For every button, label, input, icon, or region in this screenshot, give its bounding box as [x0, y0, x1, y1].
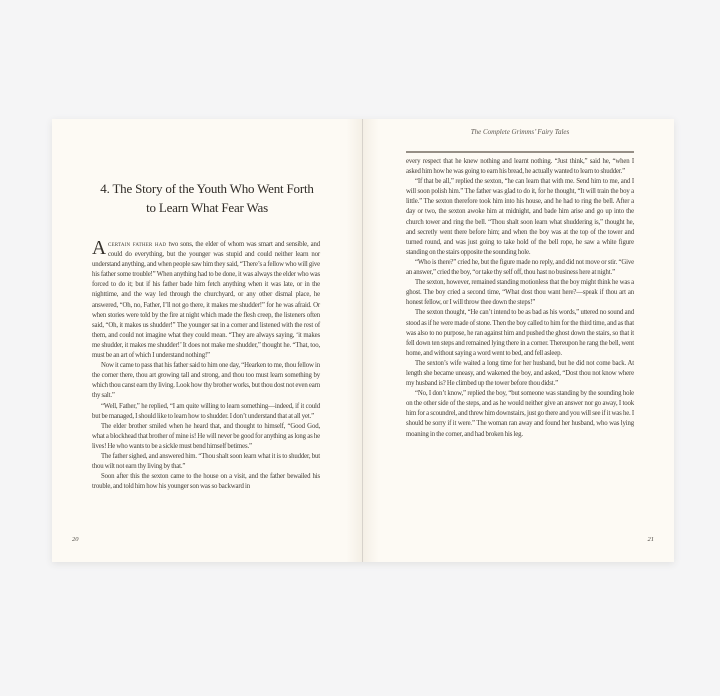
page-number-right: 21 [647, 536, 654, 543]
paragraph: “No, I don’t know,” replied the boy, “but someone was standing by the sounding hole on the other side of the steps, and as he would neither give an answer nor go away, I took him for a scoundrel, and threw him downstairs, just go there and you will see if it was he. I should be sorry if it were.” The woman ran away and found her husband, who was lying moaning in the corner, and had broken his leg. [406, 390, 634, 438]
paragraph-text: two sons, the elder of whom was smart and sensible, and could do everything, but the younger was stupid and could neither learn nor understand anything, and when people saw him they said, “There’s a fellow who will give his father some trouble!” When anything had to be done, it was always the elder who was forced to do it; but if his father bade him fetch anything when it was late, or in the nighttime, and the way led through the churchyard, or any other dismal place, he answered, “Oh, no, Father, I’ll not go there, it makes me shudder!” for he was afraid. Or when stories were told by the fire at night which made the flesh creep, the listeners often said, “Oh, it makes us shudder!” The younger sat in a corner and listened with the rest of them, and could not imagine what they could mean. “They are always saying, ‘it makes me shudder, it makes me shudder!’ It does not make me shudder,” thought he. “That, too, must be an art of which I understand nothing!” [92, 241, 320, 360]
paragraph: The father sighed, and answered him. “Thou shalt soon learn what it is to shudder, but thou wilt not earn thy living by that.” [92, 452, 320, 471]
left-text-column [92, 240, 320, 492]
right-page [363, 119, 674, 562]
paragraph: The elder brother smiled when he heard that, and thought to himself, “Good God, what a blockhead that brother of mine is! He will never be good for anything as long as he lives! He who wants to be a sickle must bend himself betimes.” [92, 422, 320, 450]
paragraph: The sexton, however, remained standing motionless that the boy might think he was a ghost. The boy cried a second time, “What dost thou want here?—speak if thou art an honest fellow, or I will throw thee down the steps!” [406, 279, 634, 307]
header-rule [406, 151, 634, 153]
paragraph: The sexton’s wife waited a long time for her husband, but he did not come back. At length she became uneasy, and wakened the boy, and asked, “Dost thou not know where my husband is? He climbed up the tower before thou didst.” [406, 359, 634, 388]
chapter-title-line-2: to Learn What Fear Was [146, 200, 268, 215]
drop-cap: A [92, 238, 106, 259]
chapter-title-line-1: 4. The Story of the Youth Who Went Forth [100, 181, 314, 196]
right-text-column [406, 157, 634, 440]
left-page [52, 119, 363, 562]
opening-small-caps: certain father had [107, 241, 167, 248]
page-number-left: 20 [72, 536, 79, 543]
paragraph: “If that be all,” replied the sexton, “he can learn that with me. Send him to me, and I will soon polish him.” The father was glad to do it, for he thought, “It will train the boy a little.” The sexton therefore took him into his house, and he had to ring the bell. After a day or two, the sexton awoke him at midnight, and bade him arise and go up into the church tower and ring the bell. “Thou shalt soon learn what shuddering is,” thought he, and secretly went there before him; and when the boy was at the top of the tower and turned round, and was just going to take hold of the bell rope, he saw a white figure standing on the stairs opposite the sounding hole. [406, 178, 634, 256]
opening-paragraph [92, 240, 320, 361]
book-spread [52, 119, 674, 562]
chapter-title [93, 179, 321, 217]
continuation-paragraph: every respect that he knew nothing and learnt nothing. “Just think,” said he, “when I asked him how he was going to earn his bread, he actually wanted to learn to shudder.” [406, 158, 634, 176]
running-header: The Complete Grimms’ Fairy Tales [470, 128, 570, 136]
paragraph: “Who is there?” cried he, but the figure made no reply, and did not move or stir. “Give an answer,” cried the boy, “or take thy self off, thou hast no business here at night.” [406, 258, 634, 277]
paragraph: “Well, Father,” he replied, “I am quite willing to learn something—indeed, if it could but be managed, I should like to learn how to shudder. I don’t understand that at all yet.” [92, 402, 320, 420]
paragraph: Soon after this the sexton came to the house on a visit, and the father bewailed his trouble, and told him how his younger son was so backward in [92, 473, 320, 491]
paragraph: Now it came to pass that his father said to him one day, “Hearken to me, thou fellow in the corner there, thou art growing tall and strong, and thou too must learn something by which thou canst earn thy living. Look how thy brother works, but thou dost not even earn thy salt.” [92, 362, 320, 400]
paragraph: The sexton thought, “He can’t intend to be as bad as his words,” uttered no sound and stood as if he were made of stone. Then the boy called to him for the third time, and as that was also to no purpose, he ran against him and pushed the ghost down the stairs, so that it fell down ten steps and remained lying there in a corner. Thereupon he rang the bell, went home, and without saying a word went to bed, and fell asleep. [406, 309, 634, 357]
